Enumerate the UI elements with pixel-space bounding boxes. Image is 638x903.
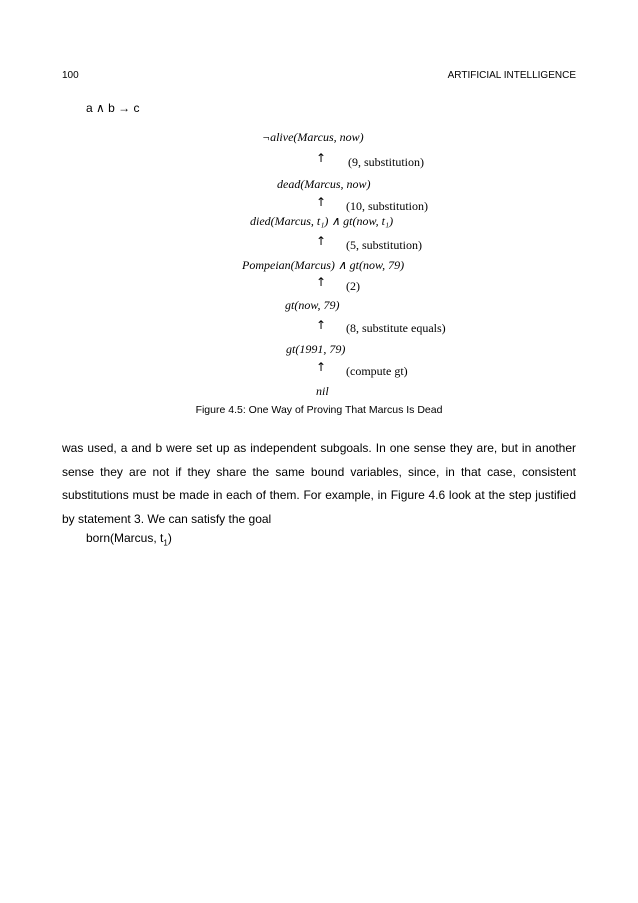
proof-step-justification: (compute gt)	[346, 364, 408, 378]
goal-formula	[86, 531, 172, 547]
up-arrow-icon: ↑	[316, 318, 327, 332]
goal-suffix: )	[167, 531, 172, 545]
proof-step-expr: ¬alive(Marcus, now)	[262, 130, 364, 144]
proof-step-expr: gt(now, 79)	[285, 298, 340, 312]
proof-step-expr: died(Marcus, t₁) ∧ gt(now, t₁)	[250, 214, 394, 228]
proof-step-justification: (2)	[346, 279, 360, 293]
proof-step-expr: Pompeian(Marcus) ∧ gt(now, 79)	[242, 258, 405, 272]
goal-subscript: 1	[163, 538, 168, 548]
proof-step-expr: dead(Marcus, now)	[277, 177, 371, 191]
goal-prefix: born(Marcus, t	[86, 531, 164, 545]
up-arrow-icon: ↑	[316, 151, 327, 165]
up-arrow-icon: ↑	[316, 275, 327, 289]
proof-step-expr: nil	[316, 384, 329, 398]
figure-caption: Figure 4.5: One Way of Proving That Marcus Is Dead	[195, 404, 443, 416]
proof-step-justification: (5, substitution)	[346, 238, 423, 252]
body-paragraph: was used, a and b were set up as independent subgoals. In one sense they are, but in another sense they are not if they share the same bound variables, since, in that case, consistent substitutions must be made in each of them. For example, in Figure 4.6 look at the step justified by statement 3. We can satisfy the goal	[62, 441, 576, 526]
running-head: ARTIFICIAL INTELLIGENCE	[447, 70, 576, 81]
proof-step-expr: gt(1991, 79)	[286, 342, 346, 356]
proof-step-justification: (9, substitution)	[348, 155, 425, 169]
proof-step-justification: (10, substitution)	[346, 199, 429, 213]
page-number: 100	[62, 70, 79, 81]
up-arrow-icon: ↑	[316, 234, 327, 248]
up-arrow-icon: ↑	[316, 195, 327, 209]
up-arrow-icon: ↑	[316, 360, 327, 374]
proof-step-justification: (8, substitute equals)	[346, 321, 446, 335]
formula-line: a ∧ b → c	[86, 101, 140, 115]
